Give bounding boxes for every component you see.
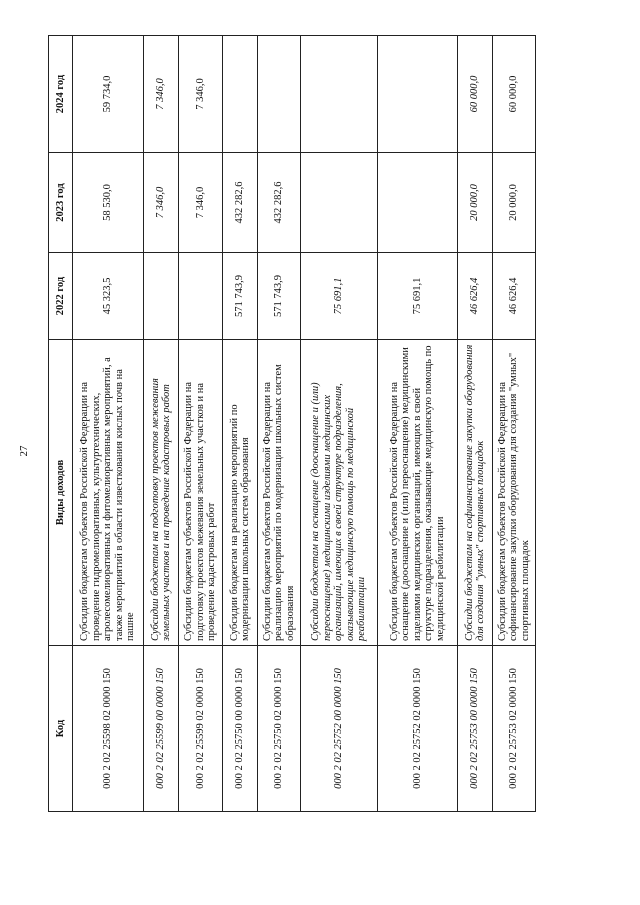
table-row xyxy=(378,36,458,812)
header-2022: 2022 год xyxy=(49,253,73,340)
header-2024: 2024 год xyxy=(49,36,73,153)
row-value-2023: 20 000,0 xyxy=(493,153,536,253)
table-header-row xyxy=(49,36,73,812)
row-value-2024 xyxy=(301,36,378,153)
row-value-2024 xyxy=(258,36,301,153)
row-code: 000 2 02 25598 02 0000 150 xyxy=(73,646,144,812)
table-row xyxy=(223,36,258,812)
header-description: Виды доходов xyxy=(49,340,73,646)
row-value-2023: 7 346,0 xyxy=(144,153,179,253)
row-value-2024 xyxy=(223,36,258,153)
header-code: Код xyxy=(49,646,73,812)
row-value-2022 xyxy=(144,253,179,340)
row-value-2022: 46 626,4 xyxy=(493,253,536,340)
row-code: 000 2 02 25750 02 0000 150 xyxy=(258,646,301,812)
row-code: 000 2 02 25753 02 0000 150 xyxy=(493,646,536,812)
row-value-2023: 20 000,0 xyxy=(458,153,493,253)
row-value-2023: 432 282,6 xyxy=(223,153,258,253)
row-description: Субсидии бюджетам на подготовку проектов межевания земельных участков и на проведение кадастровых работ xyxy=(144,340,179,646)
row-description: Субсидии бюджетам на оснащение (дооснащение и (или) переоснащение) медицинскими изделиями медицинских организаций, имеющих в своей структуре подразделения, оказывающие медицинскую помощь по медицинской реабилитации xyxy=(301,340,378,646)
row-description: Субсидии бюджетам субъектов Российской Федерации на оснащение (дооснащение и (или) переоснащение) медицинскими изделиями медицинских организаций, имеющих в своей структуре подразделения, оказывающие медицинскую помощь по медицинской реабилитации xyxy=(378,340,458,646)
row-value-2023: 58 530,0 xyxy=(73,153,144,253)
rotated-table-container xyxy=(48,36,587,812)
row-code: 000 2 02 25753 00 0000 150 xyxy=(458,646,493,812)
row-value-2022: 571 743,9 xyxy=(258,253,301,340)
row-description: Субсидии бюджетам субъектов Российской Федерации на реализацию мероприятий по модернизации школьных систем образования xyxy=(258,340,301,646)
row-value-2022: 45 323,5 xyxy=(73,253,144,340)
row-code: 000 2 02 25750 00 0000 150 xyxy=(223,646,258,812)
row-description: Субсидии бюджетам субъектов Российской Федерации на подготовку проектов межевания земельных участков и на проведение кадастровых работ xyxy=(179,340,223,646)
row-value-2024: 60 000,0 xyxy=(458,36,493,153)
row-value-2024: 7 346,0 xyxy=(144,36,179,153)
table-row xyxy=(458,36,493,812)
row-value-2022: 571 743,9 xyxy=(223,253,258,340)
row-value-2024 xyxy=(378,36,458,153)
row-description: Субсидии бюджетам на софинансирование закупки оборудования для создания "умных" спортивных площадок xyxy=(458,340,493,646)
table-row xyxy=(258,36,301,812)
row-description: Субсидии бюджетам на реализацию мероприятий по модернизации школьных систем образования xyxy=(223,340,258,646)
table-row xyxy=(73,36,144,812)
page-number: 27 xyxy=(18,445,30,457)
row-value-2023 xyxy=(301,153,378,253)
revenue-table xyxy=(48,35,536,812)
row-value-2024: 59 734,0 xyxy=(73,36,144,153)
row-value-2022: 46 626,4 xyxy=(458,253,493,340)
row-value-2023: 432 282,6 xyxy=(258,153,301,253)
row-value-2022: 75 691,1 xyxy=(301,253,378,340)
table-row xyxy=(179,36,223,812)
row-value-2023 xyxy=(378,153,458,253)
row-description: Субсидии бюджетам субъектов Российской Федерации на проведение гидромелиоративных, культуртехнических, агролесомелиоративных и фитомелиоративных мероприятий, а также мероприятий в области известкования кислых почв на пашне xyxy=(73,340,144,646)
table-row xyxy=(493,36,536,812)
row-code: 000 2 02 25599 00 0000 150 xyxy=(144,646,179,812)
header-2023: 2023 год xyxy=(49,153,73,253)
row-value-2022 xyxy=(179,253,223,340)
row-value-2023: 7 346,0 xyxy=(179,153,223,253)
row-code: 000 2 02 25752 00 0000 150 xyxy=(301,646,378,812)
table-row xyxy=(144,36,179,812)
row-value-2024: 7 346,0 xyxy=(179,36,223,153)
row-code: 000 2 02 25599 02 0000 150 xyxy=(179,646,223,812)
row-description: Субсидии бюджетам субъектов Российской Федерации на софинансирование закупки оборудования для создания "умных" спортивных площадок xyxy=(493,340,536,646)
table-row xyxy=(301,36,378,812)
row-code: 000 2 02 25752 02 0000 150 xyxy=(378,646,458,812)
row-value-2024: 60 000,0 xyxy=(493,36,536,153)
row-value-2022: 75 691,1 xyxy=(378,253,458,340)
